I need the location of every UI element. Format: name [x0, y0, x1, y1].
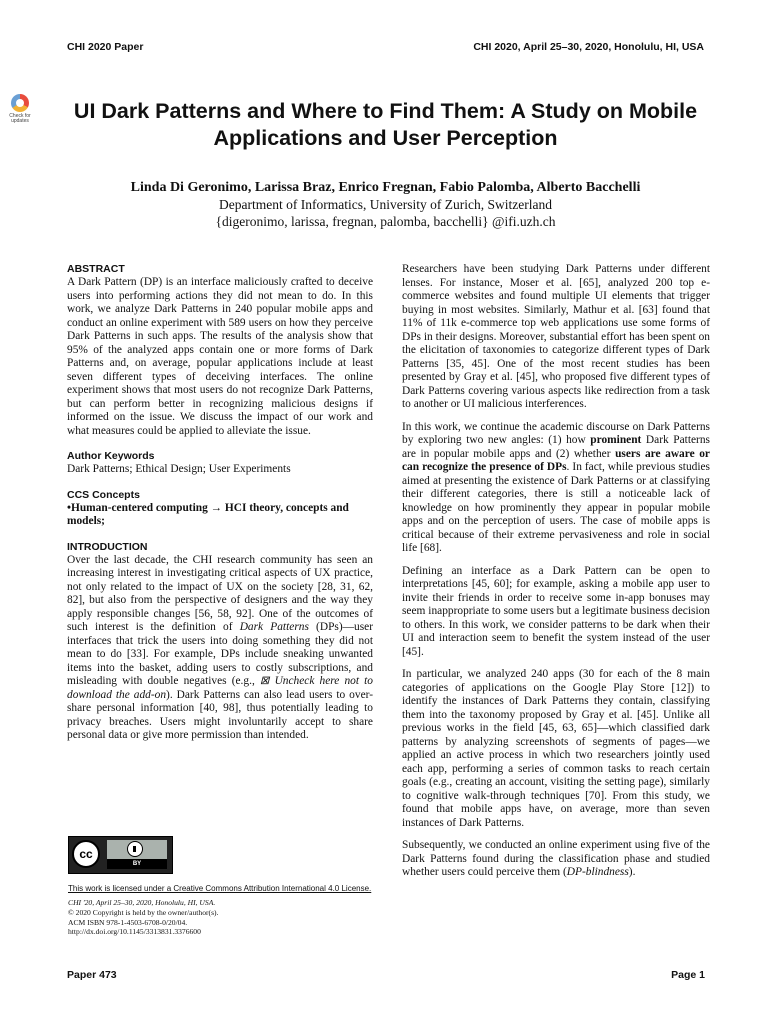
- right-paragraph-5: Subsequently, we conducted an online experiment using five of the Dark Patterns found during the classification phase and studied whether users could perceive them (DP-blindness).: [402, 839, 710, 878]
- keywords-text: Dark Patterns; Ethical Design; User Experiments: [67, 463, 291, 475]
- ccs-heading: CCS Concepts: [67, 488, 140, 501]
- check-for-updates-icon: [11, 94, 29, 112]
- conference-citation: CHI '20, April 25–30, 2020, Honolulu, HI, USA.: [68, 898, 216, 907]
- cc-icon: cc: [72, 840, 100, 868]
- check-for-updates-label: Check for updates: [9, 113, 31, 124]
- ccs-text: •Human-centered computing → HCI theory, concepts and models;: [67, 501, 349, 527]
- right-column: [402, 263, 710, 880]
- affiliation: Department of Informatics, University of Zurich, Switzerland: [219, 197, 552, 212]
- right-paragraph-1: Researchers have been studying Dark Patterns under different lenses. For instance, Moser et al. [65], analyzed 200 top e-commerce websites and found multiple UI elements that trigger buying in most websites. Similarly, Mathur et al. [63] found that 11% of 11k e-commerce top web applications use some forms of DPs in their designs. Moreover, substantial effort has been spent on the elicitation of taxonomies to categorize different types of Dark Patterns [35, 45]. One of the most recent studies has been presented by Gray et al. [45], who proposed five different types of Dark Patterns covering various aspects like redirection from a task to another or UI malicious interferences.: [402, 263, 710, 410]
- dark-patterns-term: Dark Patterns: [239, 621, 309, 633]
- license-link[interactable]: This work is licensed under a Creative Commons Attribution International 4.0 License.: [68, 884, 372, 893]
- abstract-heading: ABSTRACT: [67, 263, 125, 275]
- author-emails: {digeronimo, larissa, fregnan, palomba, bacchelli} @ifi.uzh.ch: [215, 214, 556, 229]
- paper-title: UI Dark Patterns and Where to Find Them: A Study on Mobile Applications and User Perception: [73, 99, 698, 150]
- page-number: Page 1: [671, 969, 705, 981]
- doi-link[interactable]: http://dx.doi.org/10.1145/3313831.3376600: [68, 927, 201, 937]
- paper-number: Paper 473: [67, 969, 117, 981]
- right-paragraph-4: In particular, we analyzed 240 apps (30 for each of the 8 main categories of applications on the Google Play Store [12]) to identify the instances of Dark Patterns they contain, classifying them into the taxonomy proposed by Gray et al. [45]. Unlike all previous works in the field [45, 63, 65]—which classified dark patterns by analyzing screenshots of segments of pages—we applied an active process in which two researchers jointly used each app, performing a series of common tasks to reach certain goals (e.g., creating an account, visiting the setting page), similarly to cognitive walk-through techniques [70]. From this study, we found that mobile apps have, on average, more than seven instances of Dark Patterns.: [402, 668, 710, 829]
- creative-commons-logo[interactable]: [68, 836, 173, 874]
- author-list: Linda Di Geronimo, Larissa Braz, Enrico Fregnan, Fabio Palomba, Alberto Bacchelli: [130, 180, 641, 195]
- running-header-left: CHI 2020 Paper: [67, 41, 144, 53]
- isbn-line: ACM ISBN 978-1-4503-6708-0/20/04.: [68, 917, 188, 927]
- example-double-negative: ⊠ Uncheck here not to download the add-on: [67, 675, 373, 701]
- introduction-heading: INTRODUCTION: [67, 540, 148, 553]
- copyright-footnote: [68, 898, 218, 937]
- left-column: [67, 263, 373, 743]
- keywords-heading: Author Keywords: [67, 450, 155, 462]
- copyright-line: © 2020 Copyright is held by the owner/author(s).: [68, 907, 219, 917]
- attribution-icon: [127, 841, 143, 857]
- cc-by-label: BY: [107, 859, 167, 869]
- running-header-right: CHI 2020, April 25–30, 2020, Honolulu, HI, USA: [473, 41, 704, 53]
- right-paragraph-3: Defining an interface as a Dark Pattern can be open to interpretations [45, 60]; for example, asking a mobile app user to invite their friends in order to receive some in-app bonuses may seem inappropriate to some users but a legitimate business decision to others. In this work, we consider patterns to be dark when their UI and interaction seem to benefit the system instead of the user [45].: [402, 564, 710, 658]
- introduction-paragraph: Over the last decade, the CHI research community has seen an increasing interest in investigating critical aspects of UX practice, not only related to the impact of UX on the society [28, 31, 62, 82], but also from the perspective of designers and the way they apply responsible changes [56, 58, 92]. One of the outcomes of such interest is the definition of Dark Patterns (DPs)—user interfaces that trick the users into doing something they did not mean to do [33]. For example, DPs include sneaking unwanted items into the basket, adding users to costly subscriptions, and misleading with double negatives (e.g., ⊠ Uncheck here not to download the add-on). Dark Patterns can also lead users to over-share personal information [40, 98], thus potentially leading to privacy breaches. Users might involuntarily accept to share personal data or give more permission than intended.: [67, 553, 374, 741]
- check-for-updates-badge[interactable]: [5, 94, 35, 124]
- right-paragraph-2: In this work, we continue the academic discourse on Dark Patterns by exploring two new angles: (1) how prominent Dark Patterns are in popular mobile apps and (2) whether users are aware or can recognize the presence of DPs. In fact, while previous studies aimed at presenting the existence of Dark Patterns or at classifying their different categories, there is still a noticeable lack of knowledge on how prominently they appear in popular mobile apps and on the perception of users. The case of mobile apps is critical because of their extreme pervasiveness and role in social life [68].: [402, 420, 710, 554]
- abstract-text: A Dark Pattern (DP) is an interface maliciously crafted to deceive users into performing actions they did not mean to do. In this work, we analyze Dark Patterns in 240 popular mobile apps and conduct an online experiment with 589 users on how they perceive Dark Patterns in such apps. The results of the analysis show that 95% of the analyzed apps contain one or more forms of Dark Patterns and, on average, popular applications include at least seven different types of deceiving interfaces. The online experiment shows that most users do not recognize Dark Patterns, but can perform better in recognizing malicious designs if informed on the issue. We discuss the impact of our work and what measures could be applied to alleviate the issue.: [67, 276, 373, 437]
